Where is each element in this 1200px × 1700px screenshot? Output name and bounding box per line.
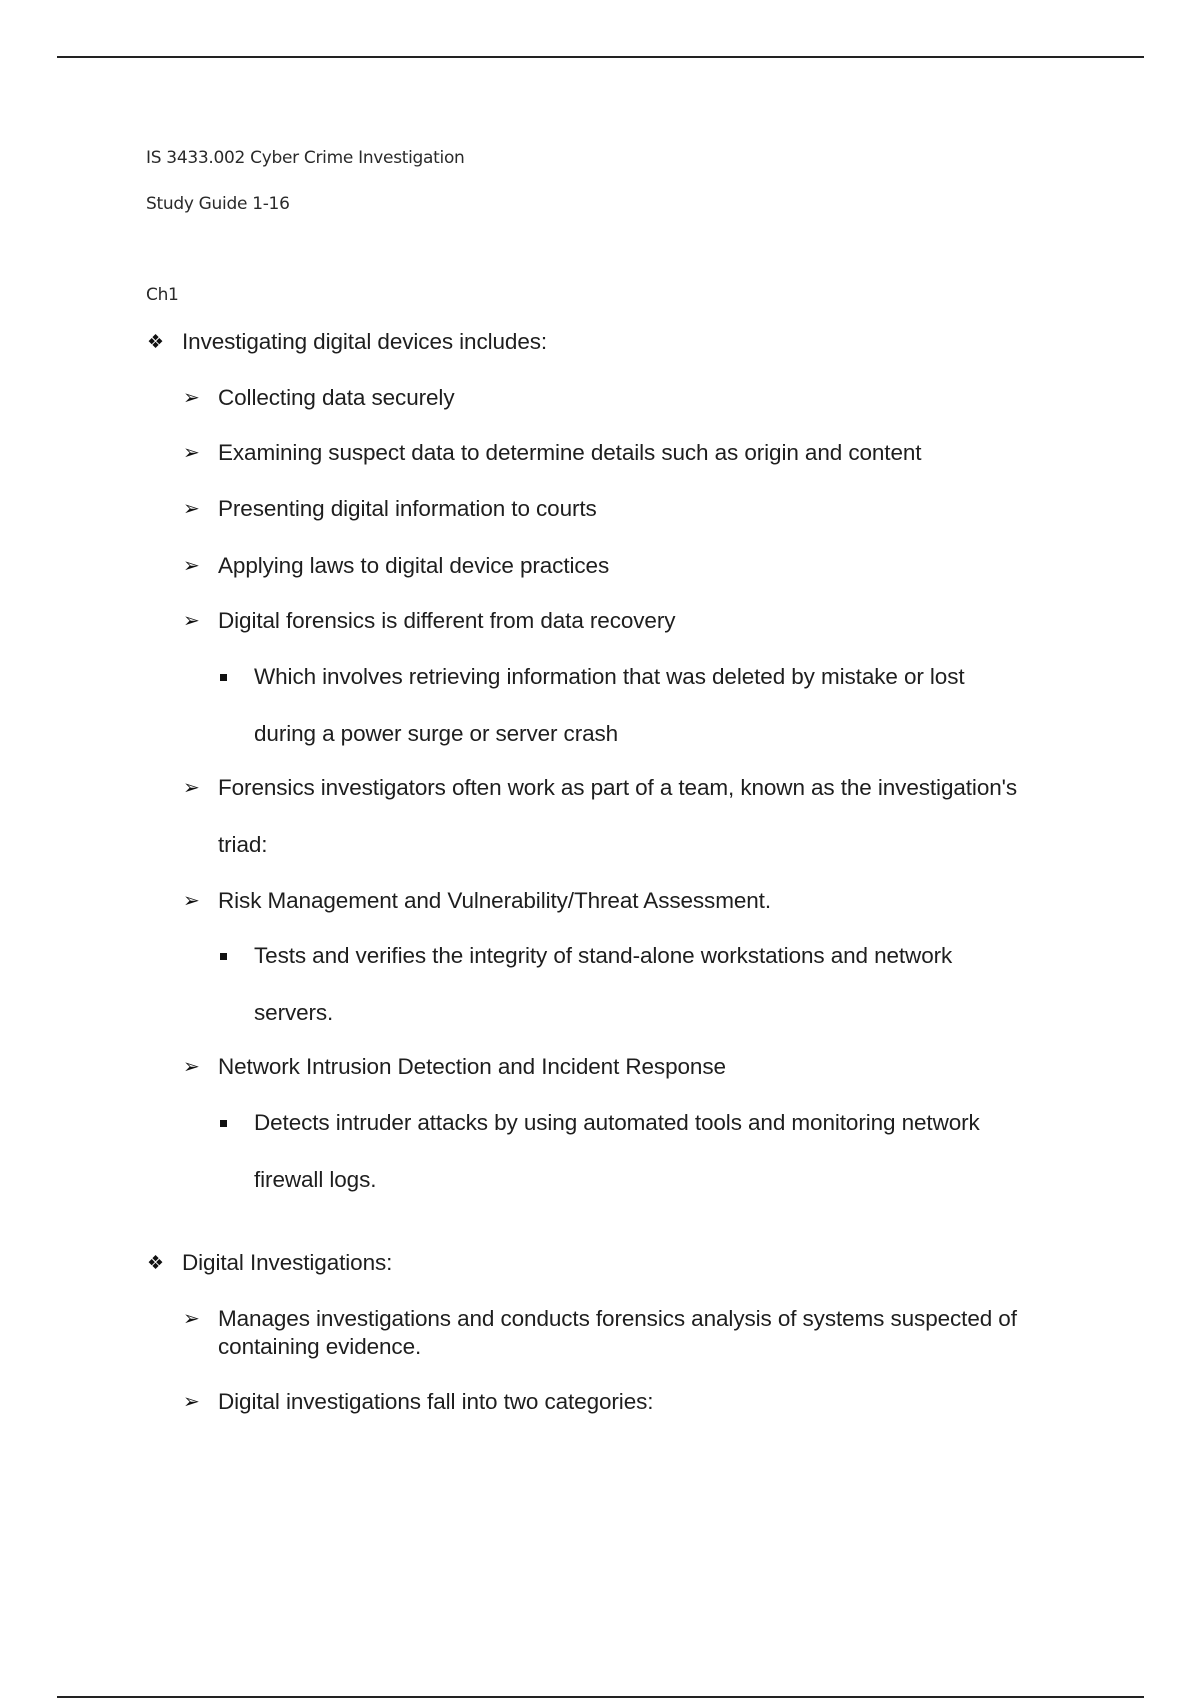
list-item: Forensics investigators often work as part of a team, known as the investigation's [218,775,1017,800]
arrow-bullet-icon: ➢ [183,610,200,632]
list-item: Collecting data securely [218,385,455,410]
list-item: Digital investigations fall into two categories: [218,1389,654,1414]
list-item: Tests and verifies the integrity of stand-alone workstations and network [254,943,953,968]
list-item: Presenting digital information to courts [218,496,597,521]
arrow-bullet-icon: ➢ [183,890,200,912]
list-item-continuation: during a power surge or server crash [254,721,619,746]
list-item: Examining suspect data to determine details such as origin and content [218,440,922,465]
square-bullet-icon [220,953,227,960]
arrow-bullet-icon: ➢ [183,555,200,577]
list-item: Risk Management and Vulnerability/Threat Assessment. [218,888,771,913]
diamond-bullet-icon: ❖ [147,1253,165,1274]
arrow-bullet-icon: ➢ [183,442,200,464]
diamond-bullet-icon: ❖ [147,332,165,353]
list-item: Applying laws to digital device practices [218,553,610,578]
list-item: Manages investigations and conducts forensics analysis of systems suspected of [218,1306,1017,1331]
section-heading: Digital Investigations: [182,1250,393,1275]
course-title: IS 3433.002 Cyber Crime Investigation [146,148,465,168]
list-item-continuation: servers. [254,1000,334,1025]
arrow-bullet-icon: ➢ [183,1308,200,1330]
arrow-bullet-icon: ➢ [183,387,200,409]
study-guide-title: Study Guide 1-16 [146,194,290,214]
square-bullet-icon [220,1120,227,1127]
list-item-continuation: firewall logs. [254,1167,377,1192]
chapter-label: Ch1 [146,285,179,305]
list-item: Which involves retrieving information that was deleted by mistake or lost [254,664,965,689]
arrow-bullet-icon: ➢ [183,777,200,799]
arrow-bullet-icon: ➢ [183,498,200,520]
list-item-continuation: containing evidence. [218,1334,422,1359]
square-bullet-icon [220,674,227,681]
bottom-rule [57,1696,1144,1698]
arrow-bullet-icon: ➢ [183,1056,200,1078]
section-heading: Investigating digital devices includes: [182,329,548,354]
top-rule [57,56,1144,58]
list-item: Network Intrusion Detection and Incident Response [218,1054,726,1079]
list-item: Detects intruder attacks by using automated tools and monitoring network [254,1110,980,1135]
list-item-continuation: triad: [218,832,268,857]
arrow-bullet-icon: ➢ [183,1391,200,1413]
list-item: Digital forensics is different from data recovery [218,608,676,633]
